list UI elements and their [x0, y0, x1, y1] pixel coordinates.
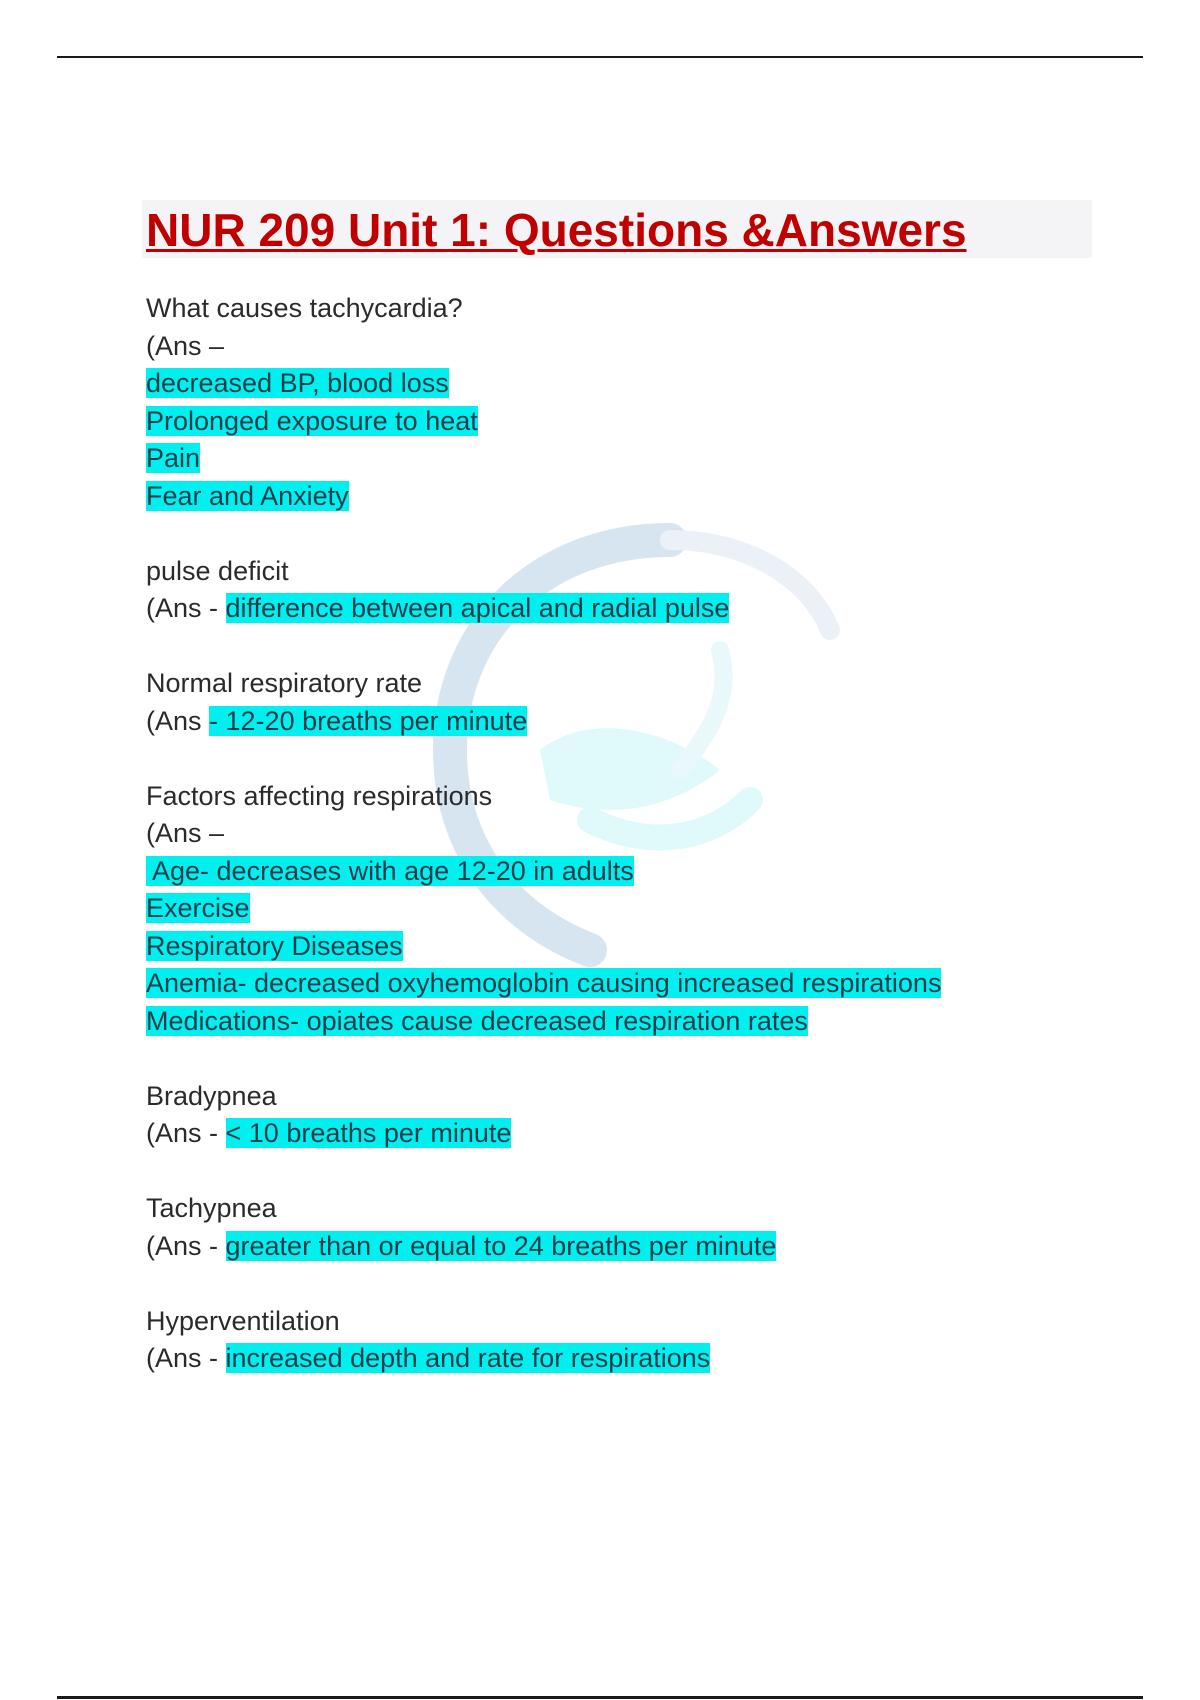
qa-item [146, 290, 1106, 515]
answer-prefix: (Ans - [146, 1230, 226, 1261]
answer-prefix: (Ans [146, 705, 210, 736]
question-text: Normal respiratory rate [146, 668, 423, 698]
answer-highlight: < 10 breaths per minute [225, 1118, 512, 1148]
answer-line [146, 1115, 1106, 1153]
answer-line [146, 703, 1106, 741]
answer-list-item [146, 928, 1106, 966]
answer-line [146, 1340, 1106, 1378]
answer-highlight: Medications- opiates cause decreased respiration rates [146, 1005, 808, 1036]
answer-highlight: Prolonged exposure to heat [146, 405, 478, 436]
question-text: pulse deficit [146, 555, 289, 586]
answer-highlight: Exercise [146, 893, 250, 923]
footer-rule [57, 1696, 1143, 1699]
answer-highlight: Pain [146, 443, 201, 473]
page-title: NUR 209 Unit 1: Questions &Answers [146, 204, 967, 256]
qa-item [146, 665, 1106, 740]
answer-list-item [146, 440, 1106, 478]
answer-line [146, 590, 1106, 628]
answer-highlight: decreased BP, blood loss [146, 368, 449, 398]
answer-list-item [146, 890, 1106, 928]
answer-line [146, 328, 1106, 366]
answer-line [146, 815, 1106, 853]
qa-item [146, 778, 1106, 1041]
question-text: Hyperventilation [146, 1305, 340, 1336]
answer-prefix: (Ans - [146, 593, 226, 623]
answer-highlight: increased depth and rate for respirations [225, 1343, 711, 1373]
answer-prefix: (Ans – [146, 330, 225, 361]
question-text: Bradypnea [146, 1080, 277, 1111]
answer-highlight: - 12-20 breaths per minute [209, 705, 528, 736]
question-text: Factors affecting respirations [146, 780, 493, 811]
answer-highlight: Anemia- decreased oxyhemoglobin causing increased respirations [146, 968, 942, 998]
answer-prefix: (Ans - [146, 1343, 226, 1373]
qa-item [146, 1078, 1106, 1153]
answer-prefix: (Ans – [146, 818, 225, 848]
qa-item [146, 1190, 1106, 1265]
answer-highlight: Fear and Anxiety [146, 480, 349, 511]
answer-highlight: greater than or equal to 24 breaths per minute [225, 1230, 777, 1261]
header-rule [57, 56, 1143, 58]
qa-item [146, 1303, 1106, 1378]
question-text: What causes tachycardia? [146, 293, 463, 323]
answer-highlight: Respiratory Diseases [146, 930, 403, 961]
answer-line [146, 1228, 1106, 1266]
answer-highlight: Age- decreases with age 12-20 in adults [146, 855, 634, 886]
answer-highlight: difference between apical and radial pulse [225, 593, 730, 623]
answer-list-item [146, 1003, 1106, 1041]
answer-list-item [146, 403, 1106, 441]
answer-list-item [146, 478, 1106, 516]
answer-list-item [146, 965, 1106, 1003]
question-text: Tachypnea [146, 1193, 277, 1223]
answer-list-item [146, 853, 1106, 891]
answer-prefix: (Ans - [146, 1118, 226, 1148]
qa-item [146, 553, 1106, 628]
qa-list [146, 290, 1106, 1415]
answer-list-item [146, 365, 1106, 403]
